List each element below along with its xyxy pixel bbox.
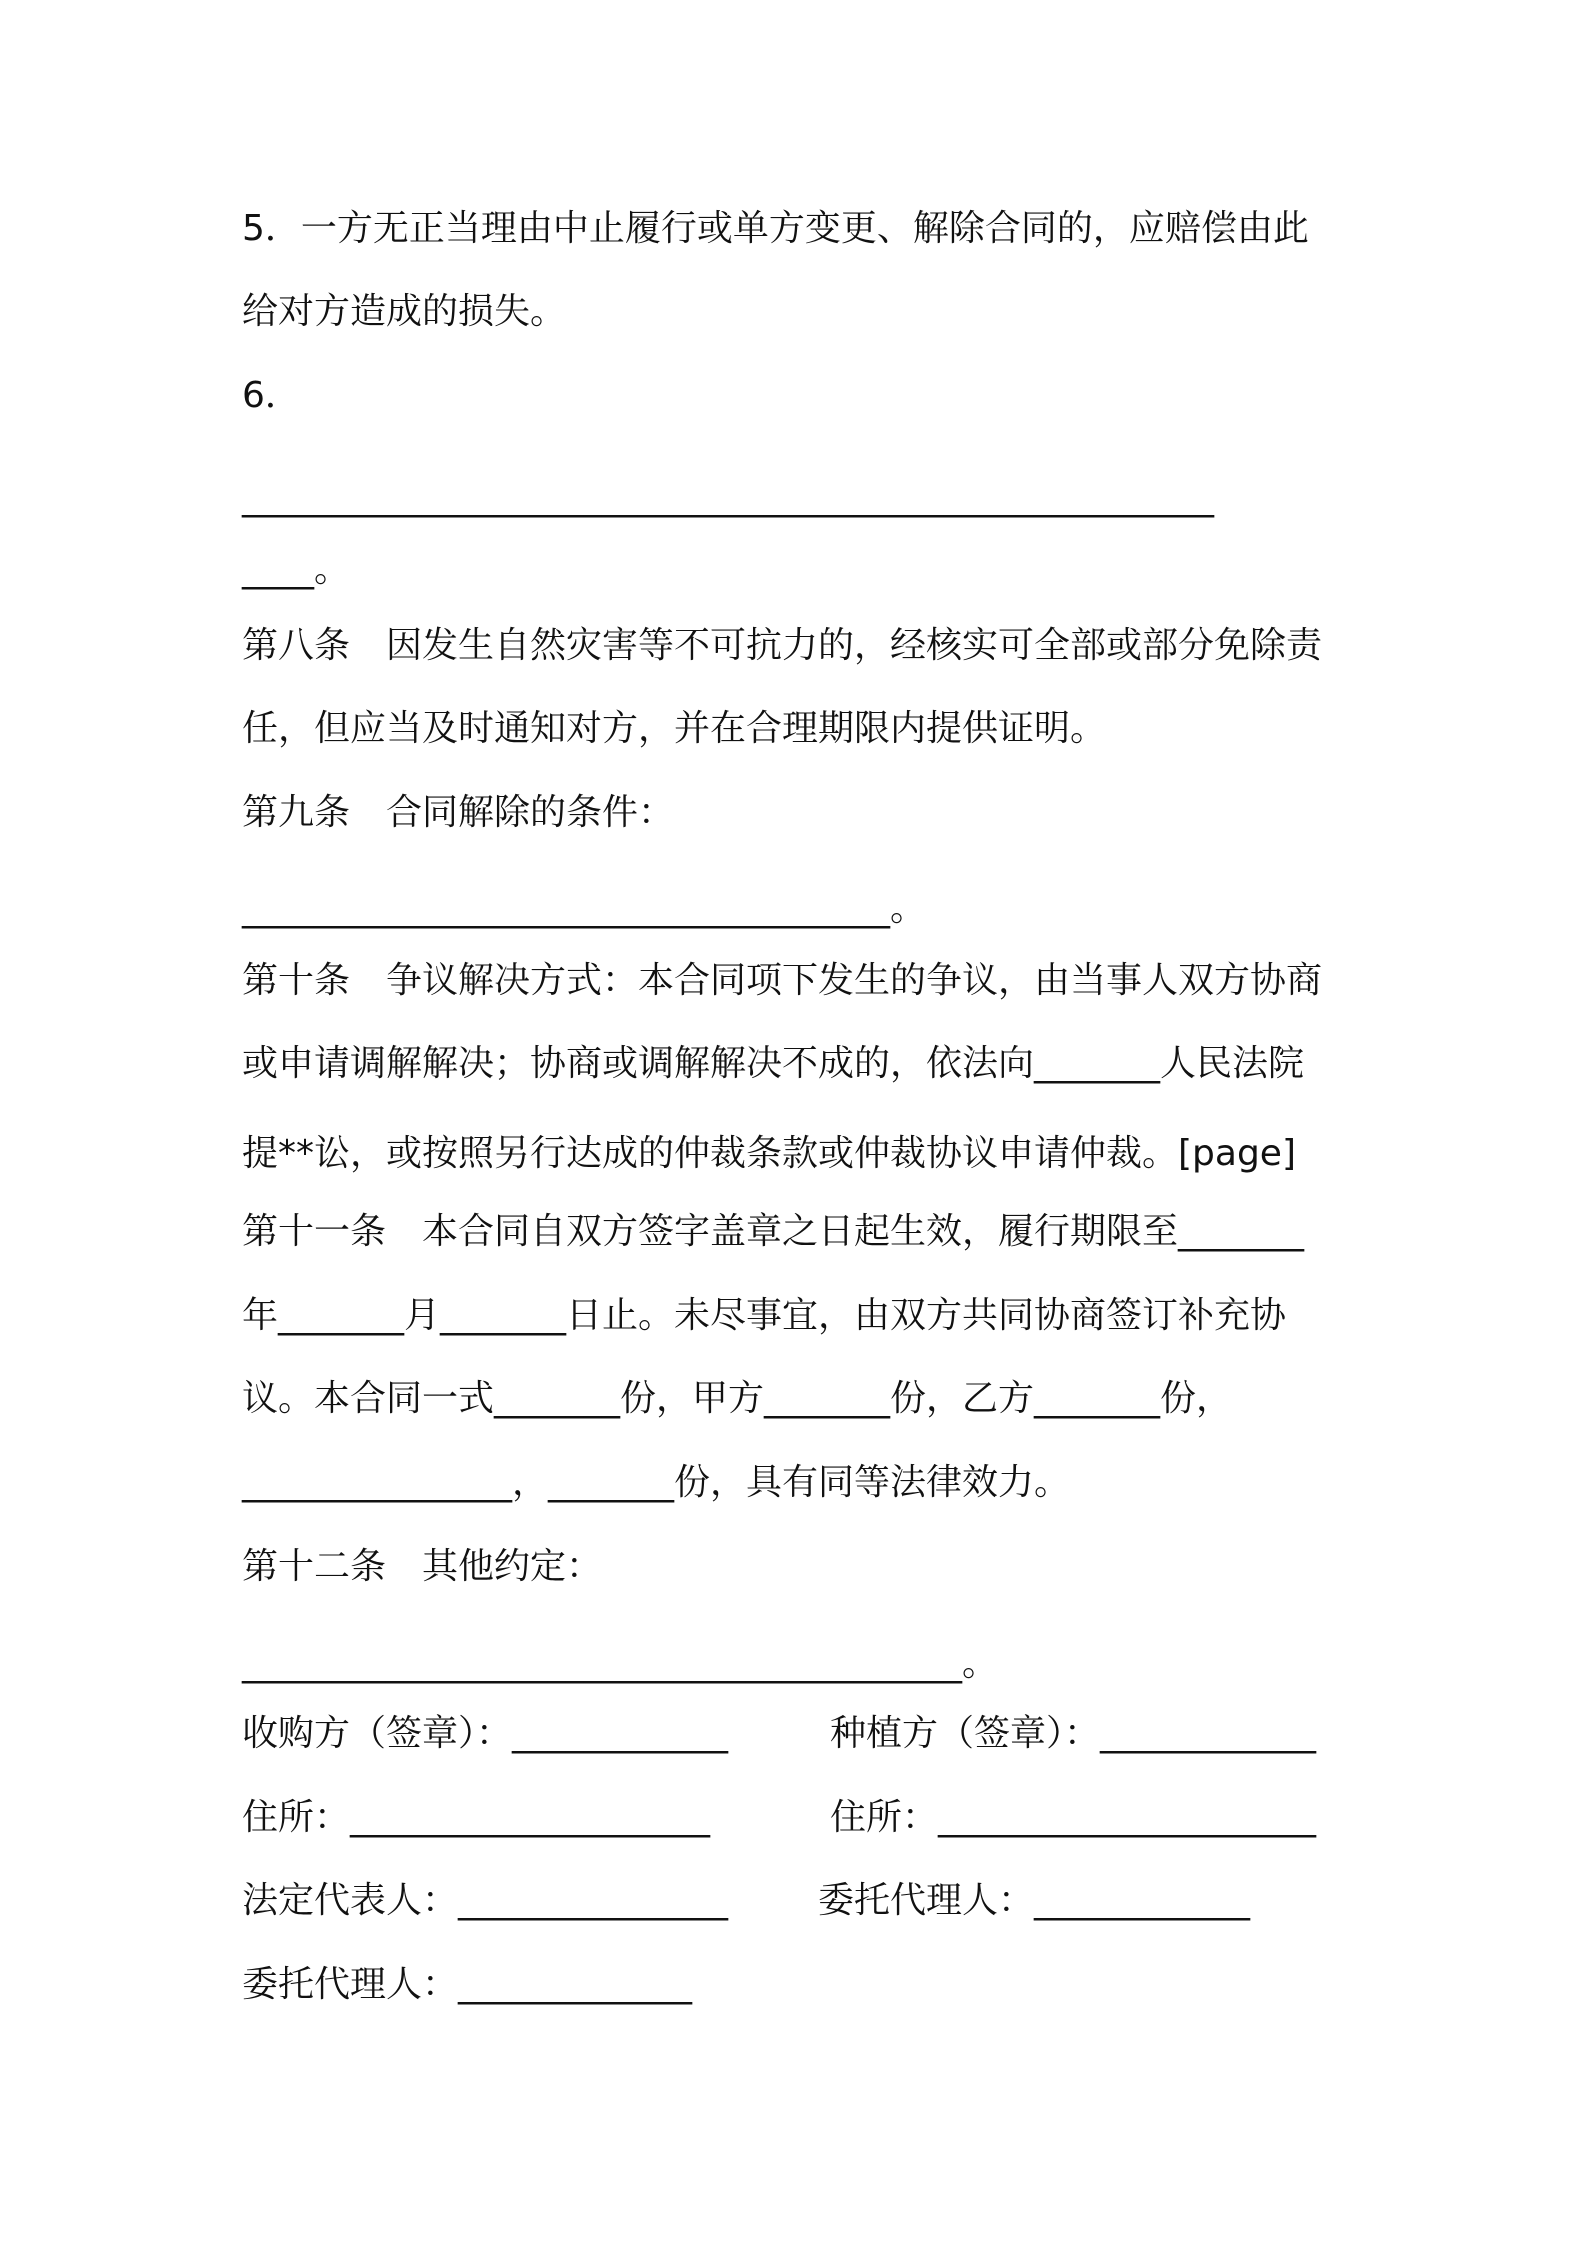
clause-8-line-1: 第八条 因发生自然灾害等不可抗力的，经核实可全部或部分免除责	[242, 625, 1323, 666]
clause-10-line-1: 第十条 争议解决方式：本合同项下发生的争议，由当事人双方协商	[242, 960, 1323, 1001]
clause-11-line-1: 第十一条 本合同自双方签字盖章之日起生效，履行期限至_______	[242, 1211, 1305, 1252]
clause-9-heading: 第九条 合同解除的条件：	[242, 792, 675, 833]
buyer-authorized-agent: 委托代理人：_____________	[242, 1964, 693, 2005]
blank-line: ______________________________________________________	[242, 477, 1214, 518]
clause-7-item-5-line-1: 5．一方无正当理由中止履行或单方变更、解除合同的，应赔偿由此	[242, 208, 1309, 249]
grower-authorized-agent: 委托代理人：____________	[818, 1880, 1251, 1921]
clause-12-heading: 第十二条 其他约定：	[242, 1546, 603, 1587]
clause-11-line-3: 议。本合同一式_______份，甲方_______份，乙方_______份，	[242, 1378, 1233, 1419]
clause-7-item-5-line-2: 给对方造成的损失。	[242, 291, 567, 332]
clause-11-line-4: _______________，_______份，具有同等法律效力。	[242, 1462, 1071, 1503]
blank-line-end: ____。	[242, 549, 351, 590]
grower-address: 住所：_____________________	[830, 1797, 1317, 1838]
clause-12-blank: ________________________________________。	[242, 1643, 998, 1684]
clause-9-blank: ____________________________________。	[242, 888, 926, 929]
buyer-signature: 收购方（签章）：____________	[242, 1713, 729, 1754]
clause-10-line-2: 或申请调解解决；协商或调解解决不成的，依法向_______人民法院	[242, 1043, 1305, 1084]
clause-8-line-2: 任，但应当及时通知对方，并在合理期限内提供证明。	[242, 708, 1107, 749]
clause-11-line-2: 年_______月_______日止。未尽事宜，由双方共同协商签订补充协	[242, 1295, 1287, 1336]
clause-10-line-3: 提**讼，或按照另行达成的仲裁条款或仲裁协议申请仲裁。[page]	[242, 1133, 1297, 1174]
grower-signature: 种植方（签章）：____________	[830, 1713, 1317, 1754]
buyer-legal-representative: 法定代表人：_______________	[242, 1880, 729, 1921]
buyer-address: 住所：____________________	[242, 1797, 711, 1838]
clause-7-item-6: 6．	[242, 375, 301, 416]
